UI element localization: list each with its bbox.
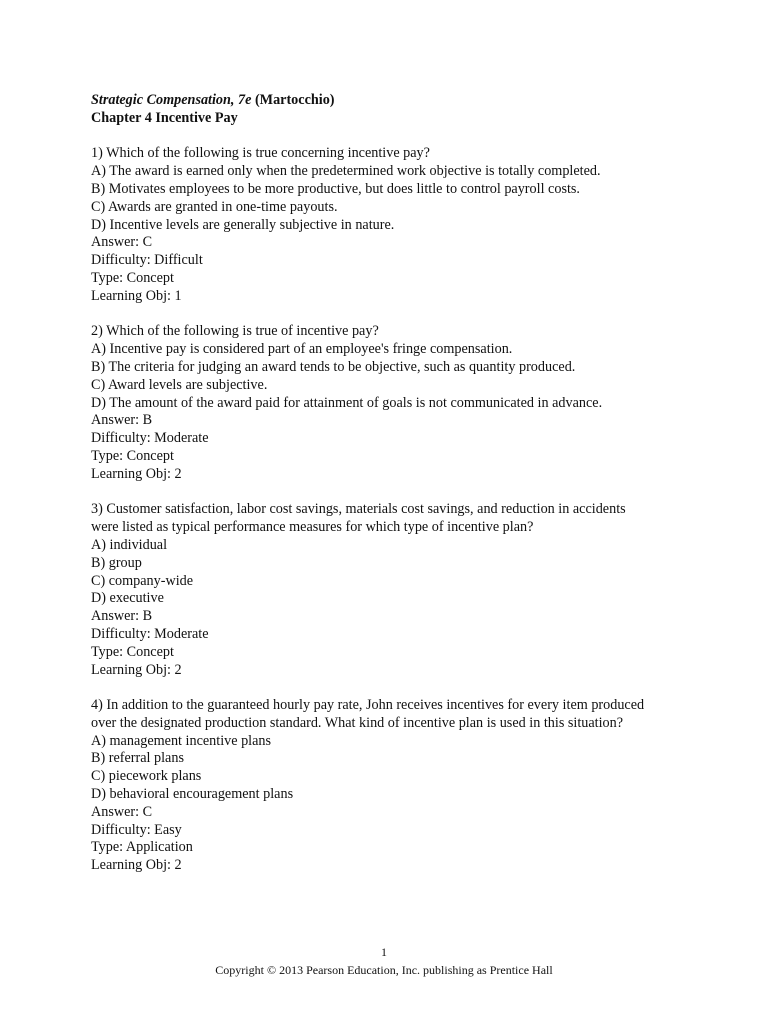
- document-body: [91, 92, 691, 893]
- option-d: D) Incentive levels are generally subjective in nature.: [91, 216, 395, 233]
- question-2: [91, 323, 691, 483]
- learning-objective: Learning Obj: 2: [91, 857, 182, 874]
- difficulty: Difficulty: Difficult: [91, 252, 203, 269]
- question-stem-continued: were listed as typical performance measures for which type of incentive plan?: [91, 519, 534, 536]
- difficulty: Difficulty: Moderate: [91, 625, 209, 642]
- book-author: (Martocchio): [251, 92, 335, 108]
- type: Type: Concept: [91, 269, 174, 286]
- option-a: A) Incentive pay is considered part of an employee's fringe compensation.: [91, 341, 513, 358]
- type: Type: Application: [91, 839, 193, 856]
- option-b: B) The criteria for judging an award tends to be objective, such as quantity produced.: [91, 358, 576, 375]
- copyright-notice: Copyright © 2013 Pearson Education, Inc. publishing as Prentice Hall: [215, 963, 553, 977]
- option-d: D) The amount of the award paid for attainment of goals is not communicated in advance.: [91, 394, 603, 411]
- option-a: A) individual: [91, 536, 168, 553]
- option-b: B) referral plans: [91, 750, 184, 767]
- option-d: D) behavioral encouragement plans: [91, 786, 294, 803]
- option-c: C) company-wide: [91, 572, 194, 589]
- type: Type: Concept: [91, 643, 174, 660]
- option-b: B) Motivates employees to be more productive, but does little to control payroll costs.: [91, 180, 580, 197]
- question-3: [91, 501, 691, 679]
- question-stem: 1) Which of the following is true concerning incentive pay?: [91, 145, 430, 162]
- page-number: 1: [381, 945, 387, 959]
- question-stem: 2) Which of the following is true of incentive pay?: [91, 323, 379, 340]
- answer: Answer: C: [91, 234, 153, 251]
- question-4: [91, 697, 691, 875]
- answer: Answer: B: [91, 608, 153, 625]
- difficulty: Difficulty: Moderate: [91, 430, 209, 447]
- book-title-line: [91, 92, 691, 110]
- option-c: C) piecework plans: [91, 768, 202, 785]
- difficulty: Difficulty: Easy: [91, 821, 182, 838]
- option-d: D) executive: [91, 590, 164, 607]
- chapter-title: Chapter 4 Incentive Pay: [91, 109, 238, 126]
- question-1: [91, 145, 691, 305]
- answer: Answer: B: [91, 412, 153, 429]
- learning-objective: Learning Obj: 2: [91, 661, 182, 678]
- option-a: A) The award is earned only when the predetermined work objective is totally completed.: [91, 163, 601, 180]
- learning-objective: Learning Obj: 2: [91, 465, 182, 482]
- question-stem-continued: over the designated production standard. What kind of incentive plan is used in this situation?: [91, 714, 624, 731]
- option-c: C) Awards are granted in one-time payouts.: [91, 198, 338, 215]
- question-stem: 4) In addition to the guaranteed hourly pay rate, John receives incentives for every item produced: [91, 697, 645, 714]
- option-b: B) group: [91, 554, 142, 571]
- type: Type: Concept: [91, 447, 174, 464]
- book-title: Strategic Compensation, 7e: [91, 92, 252, 108]
- answer: Answer: C: [91, 803, 153, 820]
- option-c: C) Award levels are subjective.: [91, 376, 268, 393]
- option-a: A) management incentive plans: [91, 732, 272, 749]
- learning-objective: Learning Obj: 1: [91, 287, 182, 304]
- question-stem: 3) Customer satisfaction, labor cost savings, materials cost savings, and reduction in accidents: [91, 501, 626, 518]
